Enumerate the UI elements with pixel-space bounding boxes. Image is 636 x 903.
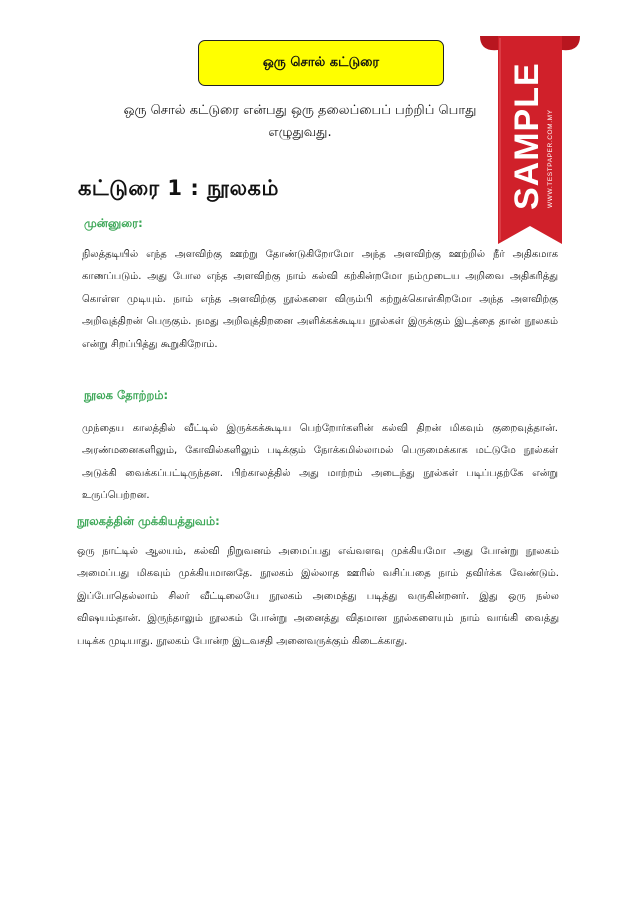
intro-text: ஒரு சொல் கட்டுரை என்பது ஒரு தலைப்பைப் பற்றிப் பொது எழுதுவது.	[123, 103, 477, 140]
section-body-library-importance: ஒரு நாட்டில் ஆலயம், கல்வி நிறுவனம் அமைப்பது எவ்வளவு முக்கியமோ அது போன்று நூலகம் அமைப்பது மிகவும் முக்கியமானதே. நூலகம் இல்லாத ஊரில் வசிப்பதை நாம் தவிர்க்க வேண்டும். இப்போதெல்லாம் சிலர் வீட்டிலையே நூலகம் அமைத்து படித்து வருகின்றனர். இது ஒரு நல்ல விஷயம்தான். இருந்தாலும் நூலகம் போன்று அனைத்து விதமான நூல்களையும் நாம் வாங்கி வைத்து படிக்க முடியாது. நூலகம் போன்ற இடவசதி அனைவருக்கும் கிடைக்காது.	[77, 546, 559, 647]
essay-heading: கட்டுரை 1 : நூலகம்	[78, 176, 279, 200]
watermark-site: WWW.TESTPAPER.COM.MY	[547, 109, 554, 208]
section-heading-library-origin: நூலக தோற்றம்:	[84, 388, 169, 402]
document-title: ஒரு சொல் கட்டுரை	[262, 55, 380, 70]
section-heading-introduction: முன்னுரை:	[84, 216, 143, 230]
sample-watermark-ribbon	[476, 30, 586, 260]
section-heading-library-importance: நூலகத்தின் முக்கியத்துவம்:	[77, 514, 220, 528]
document-title-box	[198, 40, 444, 86]
section-body-library-origin: முந்தைய காலத்தில் வீட்டில் இருக்கக்கூடிய பெற்றோர்களின் கல்வி திறன் மிகவும் குறைவுத்தான். அரண்மனைகளிலும், கோவில்களிலும் படிக்கும் நோக்கமில்லாமல் பெருமைக்காக மட்டுமே நூல்கள் அடுக்கி வைக்கப்பட்டிருந்தன. பிற்காலத்தில் அது மாற்றம் அடைந்து நூல்கள் படிப்பதற்கே என்று உருப்பெற்றன.	[82, 423, 558, 502]
section-body-introduction: நிலத்தடியில் எந்த அளவிற்கு ஊற்று தோண்டுகிறோமோ அந்த அளவிற்கு ஊற்றில் நீர் அதிகமாக காணப்படும். அது போல எந்த அளவிற்கு நாம் கல்வி கற்கின்றமோ நம்முடைய அறிவை அதிகரித்து கொள்ள முடியும். நாம் எந்த அளவிற்கு நூல்களை விரும்பி கற்றுக்கொள்கிறமோ அந்த அளவிற்கு அறிவுத்திறன் பெருகும். நமது அறிவுத்திறனை அளிக்கக்கூடிய நூல்கள் இருக்கும் இடத்தை தான் நூலகம் என்று சிறப்பித்து கூறுகிறோம்.	[82, 249, 558, 350]
watermark-label: SAMPLE	[508, 62, 546, 210]
